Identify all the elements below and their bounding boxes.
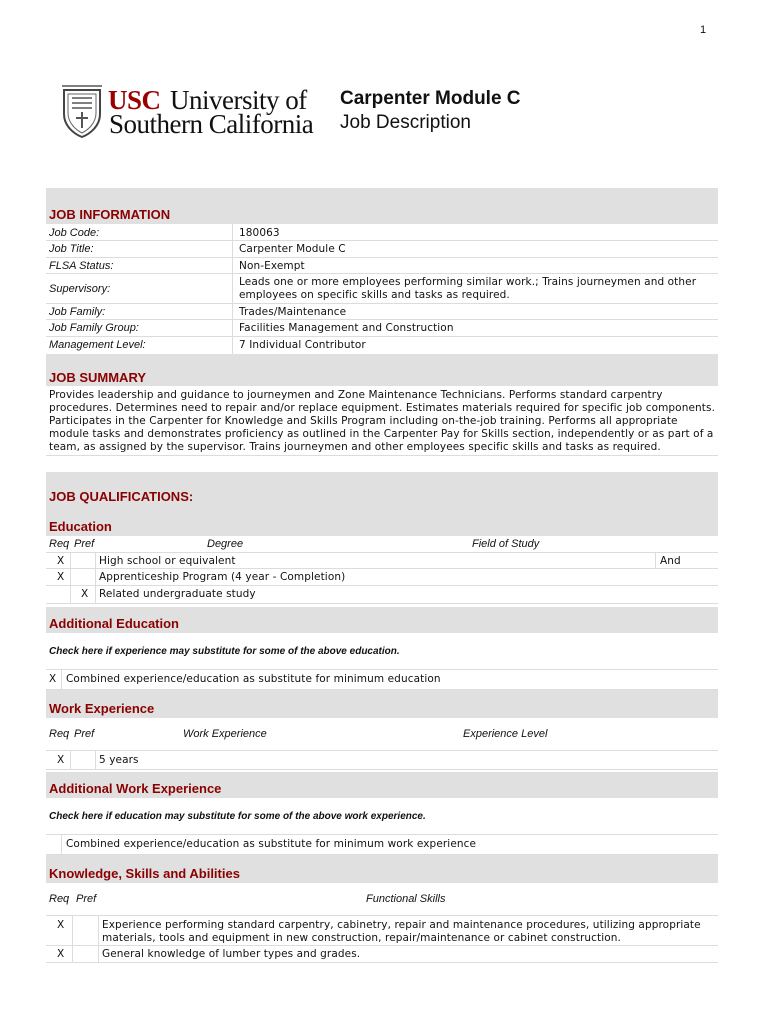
edu-row1-degree: High school or equivalent (99, 555, 236, 567)
additional-education-check-text: Check here if experience may substitute for some of the above education. (49, 646, 400, 657)
job-family-value: Trades/Maintenance (239, 306, 347, 318)
edu-row1-req: X (57, 555, 65, 567)
flsa-status-value: Non-Exempt (239, 260, 305, 272)
additional-work-item: Combined experience/education as substitute for minimum work experience (66, 838, 477, 850)
education-bar (46, 508, 718, 536)
management-level-label: Management Level: (49, 339, 146, 351)
job-title-value: Carpenter Module C (239, 243, 346, 255)
ksa-row2-req: X (57, 948, 65, 960)
edu-row2-req: X (57, 571, 65, 583)
ksa-row1-req: X (57, 919, 65, 931)
supervisory-label: Supervisory: (49, 283, 111, 295)
additional-education-heading: Additional Education (49, 616, 179, 631)
work-col-pref: Pref (74, 728, 95, 740)
ksa-col-req: Req (49, 893, 70, 905)
job-qualifications-heading: JOB QUALIFICATIONS: (49, 489, 194, 504)
education-col-degree: Degree (207, 538, 244, 550)
ksa-col-pref: Pref (76, 893, 97, 905)
additional-education-item: Combined experience/education as substitute for minimum education (66, 673, 441, 685)
education-col-field: Field of Study (472, 538, 540, 550)
additional-education-mark: X (49, 673, 57, 685)
ksa-row1-skill: Experience performing standard carpentry, cabinetry, repair and maintenance procedures, utilizing appropriate materials, tools and equipment in new construction, repair/maintenance or cabinet construction. (102, 919, 701, 944)
work-col-req: Req (49, 728, 70, 740)
work-row1-exp: 5 years (99, 754, 139, 766)
logo-usc-text: USC (108, 85, 161, 115)
page-subtitle: Job Description (340, 112, 471, 133)
job-family-label: Job Family: (49, 306, 106, 318)
page-number: 1 (700, 24, 707, 36)
edu-row3-pref: X (81, 588, 89, 600)
edu-row1-conj: And (660, 555, 681, 567)
job-family-group-label: Job Family Group: (49, 322, 139, 334)
additional-work-check-text: Check here if education may substitute for some of the above work experience. (49, 811, 426, 822)
job-title-label: Job Title: (49, 243, 94, 255)
education-heading: Education (49, 519, 112, 534)
supervisory-value: Leads one or more employees performing similar work.; Trains journeymen and other employees on specific skills and tasks as required. (239, 276, 697, 301)
logo-line1: University of (170, 85, 307, 115)
management-level-value: 7 Individual Contributor (239, 339, 366, 351)
additional-work-experience-heading: Additional Work Experience (49, 781, 222, 796)
usc-seal-icon (60, 84, 104, 138)
edu-row2-degree: Apprenticeship Program (4 year - Completion) (99, 571, 346, 583)
education-col-pref: Pref (74, 538, 95, 550)
edu-row3-degree: Related undergraduate study (99, 588, 256, 600)
flsa-status-label: FLSA Status: (49, 260, 114, 272)
job-code-value: 180063 (239, 227, 280, 239)
job-summary-text: Provides leadership and guidance to journeymen and Zone Maintenance Technicians. Performs standard carpentry procedures. Determines need to repair and/or replace equipment. Estimates materials required for specific job components. Participates in the Carpenter for Knowledge and Skills Program including on-the-job training. Performs all appropriate module tasks and demonstrates proficiency as outlined in the Carpenter Pay for Skills section, independently or as part of a team, as assigned by the supervisor. Trains journeymen and other employees specific skills and tasks as required. (49, 389, 716, 453)
job-code-label: Job Code: (49, 227, 100, 239)
job-information-heading: JOB INFORMATION (49, 207, 171, 222)
job-summary-heading: JOB SUMMARY (49, 370, 147, 385)
ksa-row2-skill: General knowledge of lumber types and grades. (102, 948, 361, 960)
work-row1-req: X (57, 754, 65, 766)
work-col-level: Experience Level (463, 728, 548, 740)
ksa-col-skills: Functional Skills (366, 893, 446, 905)
work-col-experience: Work Experience (183, 728, 267, 740)
work-experience-heading: Work Experience (49, 701, 155, 716)
ksa-heading: Knowledge, Skills and Abilities (49, 866, 240, 881)
job-summary-bar (46, 354, 718, 386)
education-col-req: Req (49, 538, 70, 550)
job-family-group-value: Facilities Management and Construction (239, 322, 454, 334)
logo-line2: Southern California (109, 109, 314, 139)
page-title: Carpenter Module C (340, 88, 521, 109)
